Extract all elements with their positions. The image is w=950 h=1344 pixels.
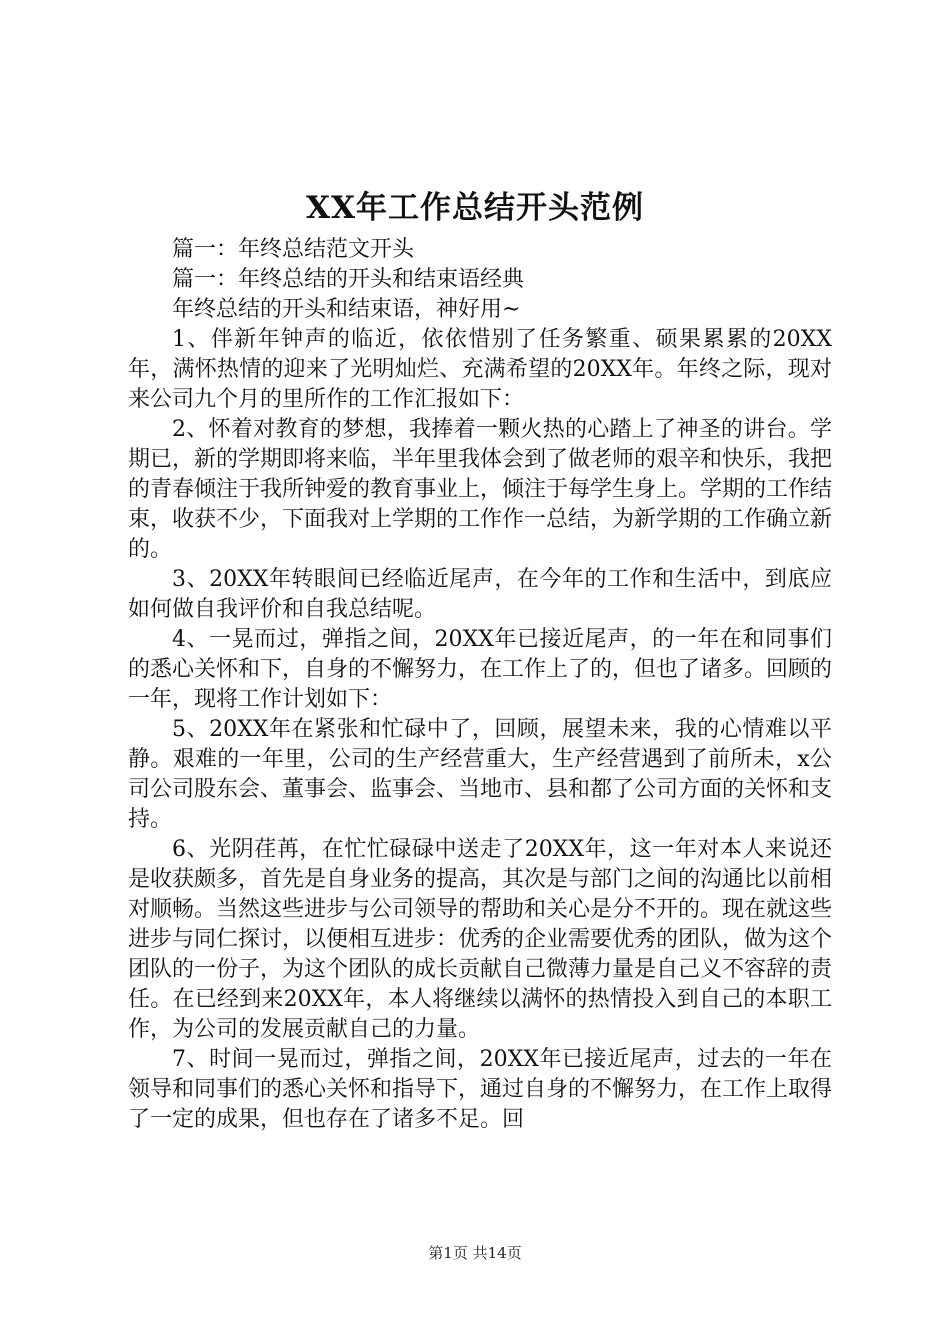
paragraph-heading-2: 篇一：年终总结的开头和结束语经典 (172, 267, 525, 292)
paragraph-item-6: 6、光阴荏苒，在忙忙碌碌中送走了20XX年，这一年对本人来说还是收获颇多，首先是自身业务的提高，其次是与部门之间的沟通比以前相对顺畅。当然这些进步与公司领导的帮助和关心是分不开的。现在就这些进步与同仁探讨，以便相互进步：优秀的企业需要优秀的团队，做为这个团队的一份子，为这个团队的成长贡献自己微薄力量是自己义不容辞的责任。在已经到来20XX年，本人将继续以满怀的热情投入到自己的本职工作，为公司的发展贡献自己的力量。 (128, 837, 833, 1042)
paragraph-heading-1: 篇一：年终总结范文开头 (172, 237, 415, 262)
paragraph-intro: 年终总结的开头和结束语，神好用~ (172, 297, 521, 322)
paragraph-item-2: 2、怀着对教育的梦想，我捧着一颗火热的心踏上了神圣的讲台。学期已，新的学期即将来临，半年里我体会到了做老师的艰辛和快乐，我把的青春倾注于我所钟爱的教育事业上，倾注于每学生身上。学期的工作结束，收获不少，下面我对上学期的工作作一总结，为新学期的工作确立新的。 (128, 417, 833, 562)
paragraph-item-5: 5、20XX年在紧张和忙碌中了，回顾，展望未来，我的心情难以平静。艰难的一年里，公司的生产经营重大，生产经营遇到了前所未，x公司公司股东会、董事会、监事会、当地市、县和都了公司方面的关怀和支持。 (128, 717, 833, 832)
paragraph-item-7: 7、时间一晃而过，弹指之间，20XX年已接近尾声，过去的一年在领导和同事们的悉心关怀和指导下，通过自身的不懈努力，在工作上取得了一定的成果，但也存在了诸多不足。回 (128, 1047, 833, 1132)
page-number: 第1页 共14页 (428, 1244, 522, 1262)
paragraph-item-1: 1、伴新年钟声的临近，依依惜别了任务繁重、硕果累累的20XX年，满怀热情的迎来了光明灿烂、充满希望的20XX年。年终之际，现对来公司九个月的里所作的工作汇报如下： (128, 327, 832, 412)
document-body (128, 235, 832, 1135)
paragraph-item-3: 3、20XX年转眼间已经临近尾声，在今年的工作和生活中，到底应如何做自我评价和自我总结呢。 (128, 567, 832, 622)
document-title: XX年工作总结开头范例 (305, 190, 645, 226)
paragraph-item-4: 4、一晃而过，弹指之间，20XX年已接近尾声，的一年在和同事们的悉心关怀和下，自身的不懈努力，在工作上了的，但也了诸多。回顾的一年，现将工作计划如下： (128, 627, 833, 712)
